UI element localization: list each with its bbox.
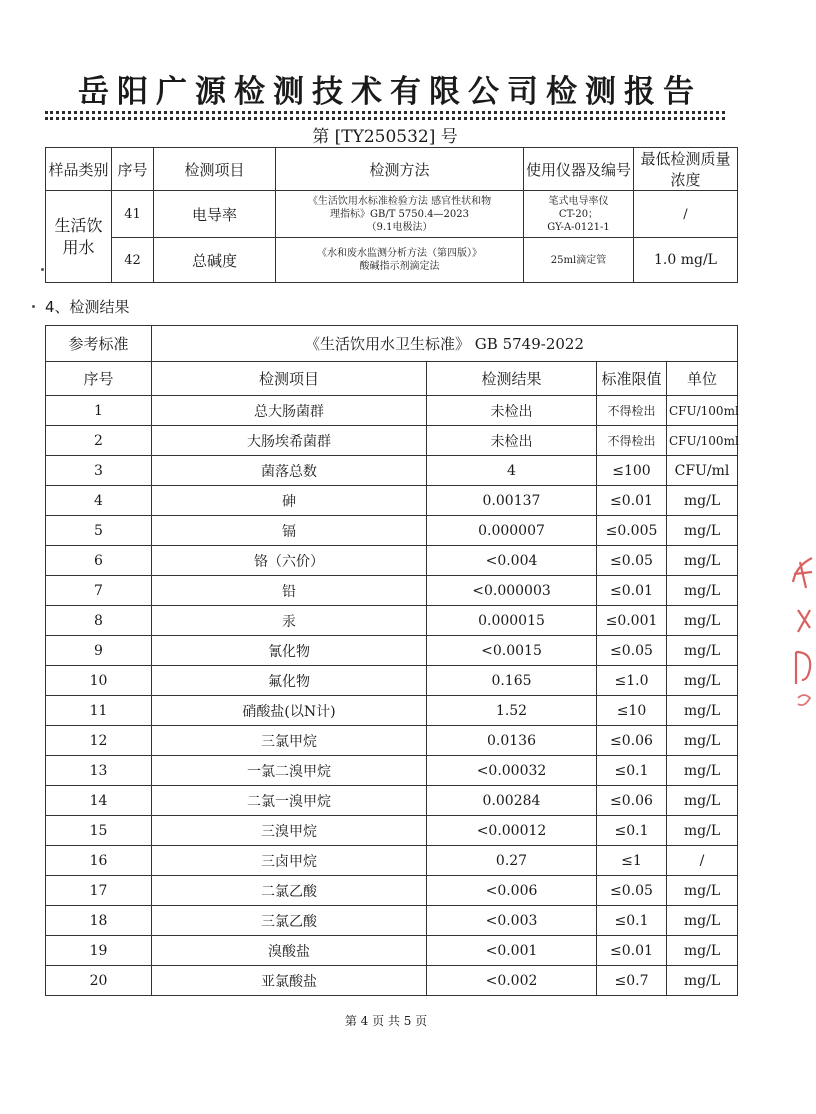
unit: mg/L xyxy=(667,636,738,666)
unit: mg/L xyxy=(667,546,738,576)
result-row xyxy=(46,426,738,456)
result-row xyxy=(46,966,738,996)
method-row xyxy=(46,238,738,283)
unit: mg/L xyxy=(667,576,738,606)
method-table xyxy=(45,147,738,283)
row-no: 4 xyxy=(46,486,152,516)
method-line: 《水和废水监测分析方法（第四版）》 xyxy=(317,248,482,259)
test-result: 0.00137 xyxy=(427,486,597,516)
test-item: 砷 xyxy=(152,486,427,516)
standard-limit: ≤0.01 xyxy=(597,576,667,606)
test-item: 二氯乙酸 xyxy=(152,876,427,906)
test-item: 三氯甲烷 xyxy=(152,726,427,756)
standard-row xyxy=(46,326,738,362)
method-line: （9.1电极法） xyxy=(366,221,433,233)
test-method xyxy=(276,191,524,238)
row-no: 13 xyxy=(46,756,152,786)
test-result: 1.52 xyxy=(427,696,597,726)
method-line: 《生活饮用水标准检验方法 感官性状和物 xyxy=(307,195,492,207)
row-no: 5 xyxy=(46,516,152,546)
col-header: 单位 xyxy=(667,362,738,396)
test-item: 大肠埃希菌群 xyxy=(152,426,427,456)
standard-limit: ≤0.1 xyxy=(597,906,667,936)
row-no: 9 xyxy=(46,636,152,666)
row-no: 41 xyxy=(112,191,154,238)
row-no: 1 xyxy=(46,396,152,426)
scan-speck xyxy=(32,305,35,308)
row-no: 15 xyxy=(46,816,152,846)
test-item: 三卤甲烷 xyxy=(152,846,427,876)
results-heading: 4、检测结果 xyxy=(45,298,130,316)
standard-limit: ≤0.06 xyxy=(597,786,667,816)
unit: mg/L xyxy=(667,726,738,756)
page-footer: 第 4 页 共 5 页 xyxy=(344,1014,428,1028)
result-row xyxy=(46,936,738,966)
col-header: 最低检测质量浓度 xyxy=(634,148,738,191)
unit: CFU/100ml xyxy=(667,396,738,426)
result-row xyxy=(46,576,738,606)
unit: CFU/ml xyxy=(667,456,738,486)
test-item: 铅 xyxy=(152,576,427,606)
standard-limit: ≤0.005 xyxy=(597,516,667,546)
result-row xyxy=(46,636,738,666)
col-header: 检测结果 xyxy=(427,362,597,396)
test-result: 0.0136 xyxy=(427,726,597,756)
unit: mg/L xyxy=(667,486,738,516)
row-no: 19 xyxy=(46,936,152,966)
standard-limit: ≤100 xyxy=(597,456,667,486)
method-table-header xyxy=(46,148,738,191)
test-item: 汞 xyxy=(152,606,427,636)
result-row xyxy=(46,606,738,636)
min-concentration: / xyxy=(634,191,738,238)
row-no: 17 xyxy=(46,876,152,906)
result-row xyxy=(46,726,738,756)
test-result: 0.000007 xyxy=(427,516,597,546)
result-row xyxy=(46,756,738,786)
standard-limit: ≤0.1 xyxy=(597,816,667,846)
row-no: 20 xyxy=(46,966,152,996)
result-row xyxy=(46,846,738,876)
standard-limit: 不得检出 xyxy=(597,396,667,426)
results-header-row xyxy=(46,362,738,396)
row-no: 11 xyxy=(46,696,152,726)
unit: mg/L xyxy=(667,936,738,966)
test-result: 0.27 xyxy=(427,846,597,876)
unit: CFU/100ml xyxy=(667,426,738,456)
standard-limit: ≤0.01 xyxy=(597,486,667,516)
company-report-title: 岳阳广源检测技术有限公司检测报告 xyxy=(78,74,702,110)
test-item: 二氯一溴甲烷 xyxy=(152,786,427,816)
instrument: 25ml滴定管 xyxy=(524,238,634,283)
row-no: 42 xyxy=(112,238,154,283)
sample-category: 生活饮用水 xyxy=(46,191,112,283)
unit: / xyxy=(667,846,738,876)
standard-label: 参考标准 xyxy=(46,326,152,362)
standard-limit: ≤1.0 xyxy=(597,666,667,696)
test-result: <0.000003 xyxy=(427,576,597,606)
instrument-line: CT-20； xyxy=(558,208,599,220)
title-rule-bottom xyxy=(45,117,725,120)
standard-limit: ≤0.05 xyxy=(597,636,667,666)
test-result: <0.001 xyxy=(427,936,597,966)
standard-limit: ≤1 xyxy=(597,846,667,876)
instrument xyxy=(524,191,634,238)
title-rule-top xyxy=(45,111,725,114)
test-item: 硝酸盐(以N计) xyxy=(152,696,427,726)
unit: mg/L xyxy=(667,786,738,816)
test-item: 电导率 xyxy=(154,191,276,238)
result-row xyxy=(46,666,738,696)
test-result: 未检出 xyxy=(427,396,597,426)
col-header: 标准限值 xyxy=(597,362,667,396)
col-header: 检测项目 xyxy=(152,362,427,396)
col-header: 使用仪器及编号 xyxy=(524,148,634,191)
test-result: <0.006 xyxy=(427,876,597,906)
test-result: 0.165 xyxy=(427,666,597,696)
test-result: <0.0015 xyxy=(427,636,597,666)
test-result: <0.003 xyxy=(427,906,597,936)
unit: mg/L xyxy=(667,696,738,726)
test-result: <0.002 xyxy=(427,966,597,996)
test-item: 菌落总数 xyxy=(152,456,427,486)
test-item: 铬（六价） xyxy=(152,546,427,576)
standard-limit: ≤0.01 xyxy=(597,936,667,966)
test-method xyxy=(276,238,524,283)
row-no: 10 xyxy=(46,666,152,696)
test-result: 4 xyxy=(427,456,597,486)
unit: mg/L xyxy=(667,606,738,636)
standard-limit: ≤10 xyxy=(597,696,667,726)
unit: mg/L xyxy=(667,876,738,906)
standard-limit: ≤0.7 xyxy=(597,966,667,996)
test-result: <0.004 xyxy=(427,546,597,576)
standard-limit: ≤0.06 xyxy=(597,726,667,756)
col-header: 序号 xyxy=(112,148,154,191)
row-no: 14 xyxy=(46,786,152,816)
scan-speck xyxy=(41,268,44,271)
unit: mg/L xyxy=(667,966,738,996)
test-result: 0.00284 xyxy=(427,786,597,816)
result-row xyxy=(46,786,738,816)
test-item: 一氯二溴甲烷 xyxy=(152,756,427,786)
result-row xyxy=(46,516,738,546)
test-item: 镉 xyxy=(152,516,427,546)
row-no: 8 xyxy=(46,606,152,636)
col-header: 检测项目 xyxy=(154,148,276,191)
instrument-line: 笔式电导率仪 xyxy=(548,195,609,207)
unit: mg/L xyxy=(667,516,738,546)
standard-name: 《生活饮用水卫生标准》 GB 5749-2022 xyxy=(152,326,738,362)
row-no: 6 xyxy=(46,546,152,576)
test-item: 三溴甲烷 xyxy=(152,816,427,846)
result-row xyxy=(46,876,738,906)
standard-limit: ≤0.05 xyxy=(597,876,667,906)
instrument-line: GY-A-0121-1 xyxy=(547,221,610,233)
min-concentration: 1.0 mg/L xyxy=(634,238,738,283)
test-result: <0.00032 xyxy=(427,756,597,786)
row-no: 12 xyxy=(46,726,152,756)
test-item: 溴酸盐 xyxy=(152,936,427,966)
method-line: 酸碱指示剂滴定法 xyxy=(359,261,440,272)
method-line: 理指标》GB/T 5750.4—2023 xyxy=(330,208,469,220)
result-row xyxy=(46,486,738,516)
result-row xyxy=(46,906,738,936)
report-number: 第 [TY250532] 号 xyxy=(312,127,458,147)
result-row xyxy=(46,546,738,576)
test-item: 总碱度 xyxy=(154,238,276,283)
standard-limit: 不得检出 xyxy=(597,426,667,456)
standard-limit: ≤0.001 xyxy=(597,606,667,636)
col-header: 样品类别 xyxy=(46,148,112,191)
test-item: 氟化物 xyxy=(152,666,427,696)
results-table xyxy=(45,325,738,996)
result-row xyxy=(46,396,738,426)
method-row xyxy=(46,191,738,238)
test-item: 亚氯酸盐 xyxy=(152,966,427,996)
test-result: 未检出 xyxy=(427,426,597,456)
test-item: 氰化物 xyxy=(152,636,427,666)
unit: mg/L xyxy=(667,666,738,696)
result-row xyxy=(46,816,738,846)
test-item: 总大肠菌群 xyxy=(152,396,427,426)
seal-stamp-fragment xyxy=(790,548,816,718)
unit: mg/L xyxy=(667,756,738,786)
result-row xyxy=(46,696,738,726)
test-item: 三氯乙酸 xyxy=(152,906,427,936)
unit: mg/L xyxy=(667,906,738,936)
test-result: <0.00012 xyxy=(427,816,597,846)
row-no: 7 xyxy=(46,576,152,606)
col-header: 序号 xyxy=(46,362,152,396)
row-no: 18 xyxy=(46,906,152,936)
row-no: 3 xyxy=(46,456,152,486)
row-no: 16 xyxy=(46,846,152,876)
col-header: 检测方法 xyxy=(276,148,524,191)
result-row xyxy=(46,456,738,486)
standard-limit: ≤0.1 xyxy=(597,756,667,786)
standard-limit: ≤0.05 xyxy=(597,546,667,576)
test-result: 0.000015 xyxy=(427,606,597,636)
unit: mg/L xyxy=(667,816,738,846)
row-no: 2 xyxy=(46,426,152,456)
